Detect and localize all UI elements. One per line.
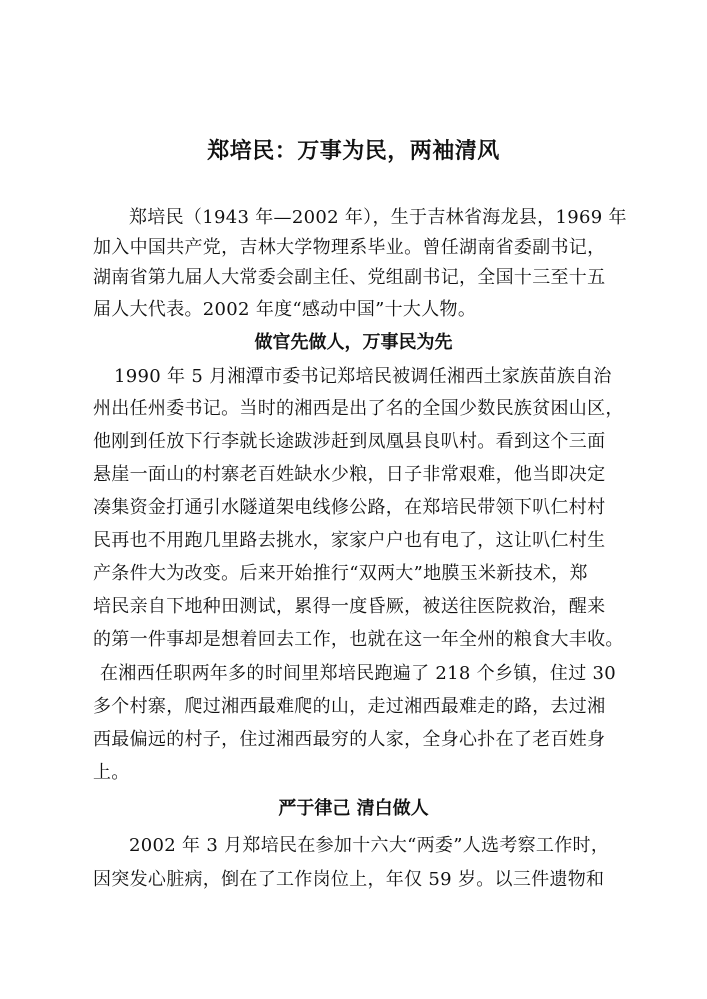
body-line: 培民亲自下地种田测试，累得一度昏厥，被送往医院救治，醒来 <box>93 596 606 617</box>
body-line: 凑集资金打通引水隧道架电线修公路，在郑培民带领下叭仁村村 <box>93 497 606 518</box>
intro-line: 届人大代表。2002 年度“感动中国”十大人物。 <box>93 299 477 320</box>
body-line: 2002 年 3 月郑培民在参加十六大“两委”人选考察工作时， <box>129 835 610 856</box>
intro-line: 加入中国共产党，吉林大学物理系毕业。曾任湖南省委副书记， <box>93 237 606 258</box>
section-heading: 做官先做人，万事民为先 <box>254 332 453 353</box>
document-title: 郑培民：万事为民，两袖清风 <box>207 138 500 164</box>
body-line: 产条件大为改变。后来开始推行“双两大”地膜玉米新技术，郑 <box>93 563 588 584</box>
section-heading: 严于律己 清白做人 <box>278 798 429 819</box>
intro-line: 湖南省第九届人大常委会副主任、党组副书记，全国十三至十五 <box>93 267 606 288</box>
body-line: 民再也不用跑几里路去挑水，家家户户也有电了，这让叭仁村生 <box>93 530 606 551</box>
body-line: 西最偏远的村子，住过湘西最穷的人家，全身心扑在了老百姓身 <box>93 729 606 750</box>
body-line: 在湘西任职两年多的时间里郑培民跑遍了 218 个乡镇，住过 30 <box>100 663 617 684</box>
body-line: 上。 <box>93 762 130 783</box>
body-line: 他刚到任放下行李就长途跋涉赶到凤凰县良叭村。看到这个三面 <box>93 431 606 452</box>
intro-line: 郑培民（1943 年—2002 年），生于吉林省海龙县，1969 年 <box>129 207 627 228</box>
body-line: 1990 年 5 月湘潭市委书记郑培民被调任湘西土家族苗族自治 <box>114 366 612 387</box>
body-line: 多个村寨，爬过湘西最难爬的山，走过湘西最难走的路，去过湘 <box>93 696 606 717</box>
body-line: 因突发心脏病，倒在了工作岗位上，年仅 59 岁。以三件遗物和 <box>93 869 605 890</box>
body-line: 悬崖一面山的村寨老百姓缺水少粮，日子非常艰难，他当即决定 <box>93 464 606 485</box>
body-line: 的第一件事却是想着回去工作，也就在这一年全州的粮食大丰收。 <box>93 629 624 650</box>
body-line: 州出任州委书记。当时的湘西是出了名的全国少数民族贫困山区， <box>93 398 624 419</box>
